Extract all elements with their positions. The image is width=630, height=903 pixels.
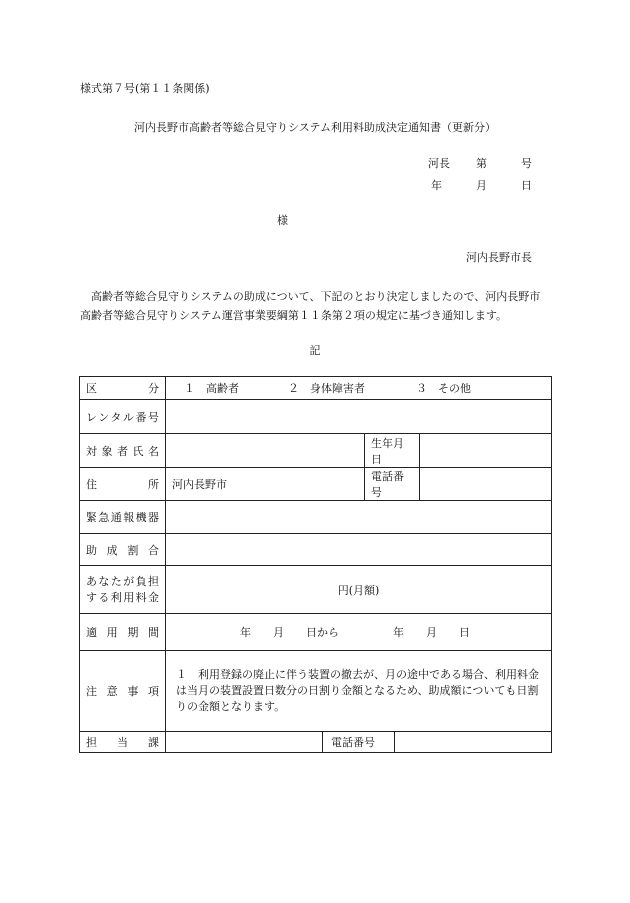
date-hi: 日 [521,179,532,192]
name-value [166,434,365,468]
rental-label: レンタル番号 [80,400,166,434]
fee-value: 円(月額) [166,566,552,614]
notes-label: 注意事項 [80,651,166,732]
tanto-value [166,732,323,753]
address-value: 河内長野市 [166,468,365,501]
body-text: 高齢者等総合見守りシステムの助成について、下記のとおり決定しましたので、河内長野市高齢者等総合見守りシステム運営事業要綱第１１条第２項の規定に基づき通知します。 [80,290,541,322]
name-label: 対象者氏名 [80,434,166,468]
fee-label [80,566,166,614]
kubun-option-3: ３ その他 [416,382,471,395]
row-tanto [80,732,552,753]
fee-label-line2: する利用料金 [86,590,159,604]
tanto-phone-value [395,732,552,753]
device-value [166,501,552,534]
issue-date [431,177,532,193]
ki-heading: 記 [309,344,321,357]
fee-label-line1: あなたが負担 [86,574,159,588]
kubun-option-1: １ 高齢者 [184,382,239,395]
phone-value [420,468,552,501]
birth-label: 生年月日 [365,434,420,468]
notes-text: １ 利用登録の廃止に伴う装置の撤去が、月の途中である場合、利用料金は当月の装置設置日数分の日割り金額となるため、助成額についても日割りの金額となります。 [166,651,552,732]
row-kubun [80,377,552,400]
form-number: 様式第７号(第１１条関係) [80,82,210,95]
period-to: 年 月 日 [393,626,470,639]
reference-go: 号 [521,157,532,170]
kubun-options [166,377,552,400]
kubun-option-2: ２ 身体障害者 [288,382,365,395]
kubun-label: 区 分 [80,377,166,400]
reference-office: 河長 [428,157,450,170]
birth-value [420,434,552,468]
device-label: 緊急通報機器 [80,501,166,534]
tanto-phone-label: 電話番号 [323,732,395,753]
ratio-value [166,534,552,566]
ratio-label: 助成割合 [80,534,166,566]
row-address [80,468,552,501]
row-fee [80,566,552,614]
row-ratio [80,534,552,566]
tanto-label: 担当課 [80,732,166,753]
row-device [80,501,552,534]
document-title: 河内長野市高齢者等総合見守りシステム利用料助成決定通知書（更新分） [134,121,496,134]
row-period [80,614,552,651]
rental-value [166,400,552,434]
row-notes [80,651,552,732]
period-value [166,614,552,651]
reference-number [428,155,532,171]
row-name [80,434,552,468]
phone-label: 電話番号 [365,468,420,501]
reference-dai: 第 [476,157,487,170]
issuer-name: 河内長野市長 [466,251,532,264]
period-from: 年 月 日から [240,626,339,639]
addressee-suffix: 様 [277,214,288,227]
period-label: 適用期間 [80,614,166,651]
date-nen: 年 [431,179,442,192]
date-tsuki: 月 [476,179,487,192]
row-rental [80,400,552,434]
address-label: 住 所 [80,468,166,501]
notification-table [79,376,552,753]
